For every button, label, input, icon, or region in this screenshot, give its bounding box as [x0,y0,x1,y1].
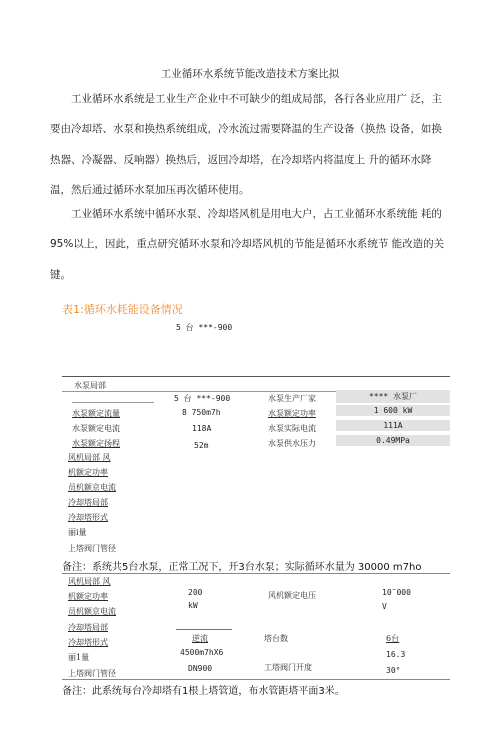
tower-type-value: 逆流 [192,634,208,643]
pump-manufacturer-label: 水泵生产厂家 [268,394,316,403]
fan-b-label-4: 冷却塔形式 [68,638,108,647]
pump-rated-power-label: 水泵额定功率 [268,409,316,418]
pump-manufacturer-value: **** 水泵厂 [336,390,450,403]
fan-b-label-1: 机额定功率 [68,592,108,601]
fan-rated-voltage-label: 风机额定电压 [268,591,316,600]
fan-a-label-6: 上塔阀门管径 [68,544,116,553]
tower-flow-value: 4500m7hX6 [180,648,224,657]
pump-rated-flow-value: 8 750m7h [182,408,221,417]
fan-b-label-5: 丽1量 [68,653,90,662]
table-caption: 表1:循环水耗能设备情况 [62,303,183,316]
fan-rated-power-value-2: kW [188,601,198,610]
fan-a-label-1: 机额定功率 [68,468,108,477]
fan-a-label-2: 员机额京电流 [68,483,116,492]
table-note-towers: 备注：此系统每台冷却塔有1根上塔管道，布水管距塔平面3米。 [62,686,345,697]
fan-a-label-5: 丽i量 [68,528,87,537]
table-bottom-rule [62,679,450,680]
table-subtitle: 5 台 ***-900 [176,323,233,332]
valve-opening-value: 30° [386,666,401,675]
pump-rated-power-value: 1 600 kW [336,405,450,416]
page-title: 工业循环水系统节能改造技术方案比拟 [160,68,340,80]
pump-label-rule [72,402,154,403]
tower-flow-value-2: 16.3 [386,650,406,659]
pump-rated-head-label: 水泵额定扬程 [72,439,120,448]
table-mid-rule [62,573,450,574]
pump-rated-current-label: 水泵额定电流 [72,424,120,433]
valve-diameter-value: DN900 [188,664,213,673]
fan-a-label-0: 风机局部 风 [68,453,111,462]
fan-value-rule [176,629,232,630]
fan-rated-power-value-1: 200 [188,588,203,597]
fan-rated-voltage-value-2: V [382,602,387,611]
paragraph-intro [50,84,450,205]
pump-actual-current-label: 水泵实际电流 [268,424,316,433]
valve-opening-label: 工塔阀门开度 [264,663,312,672]
pump-count-model: 5 台 ***-900 [174,394,231,403]
pump-rated-flow-label: 水泵额定流量 [72,409,120,418]
fan-b-label-2: 员机额京电流 [68,607,116,616]
pump-rated-current-value: 118A [192,424,212,433]
fan-rated-voltage-value-1: 10˜000 [382,588,411,597]
paragraph-2-text: 工业循环水系统中循环水泵、冷却塔风机是用电大户，占工业循环水系统能 耗的95%以上，因此，重点研究循环水泵和冷却塔风机的节能是循环水系统节 能改造的关键。 [50,208,445,281]
pump-supply-pressure-value: 0.49MPa [336,435,450,446]
pump-actual-current-value: 111A [336,420,450,431]
pump-rated-head-value: 52m [194,441,209,450]
table-note-pumps: 备注：系统共5台水泵，正常工况下，开3台水泵；实际循环水量为 30000 m7ho [62,562,422,573]
fan-b-label-0: 风机局部 风 [68,577,111,586]
fan-a-label-3: 冷却塔局部 [68,498,108,507]
paragraph-energy [50,199,450,290]
paragraph-1-text: 工业循环水系统是工业生产企业中不可缺少的组成局部，各行各业应用广 泛，主要由冷却塔、水泵和换热系统组成，冷水流过需要降温的生产设备（换热 设备，如换热器、冷凝器、反响器）换热后，返回冷却塔，在冷却塔内将温度上 升的循环水降温，然后通过循环水泵加压再次循环使用。 [50,93,442,196]
fan-b-label-3: 冷却塔局部 [68,623,108,632]
pump-supply-pressure-label: 水泵供水压力 [268,439,316,448]
table-top-rule [62,376,450,377]
tower-count-label: 塔台数 [264,634,288,643]
fan-a-label-4: 冷却塔形式 [68,513,108,522]
pump-section-label: 水泵局部 [74,381,106,390]
tower-count-value: 6台 [386,634,400,643]
fan-b-label-6: 上塔阀门管径 [68,669,116,678]
